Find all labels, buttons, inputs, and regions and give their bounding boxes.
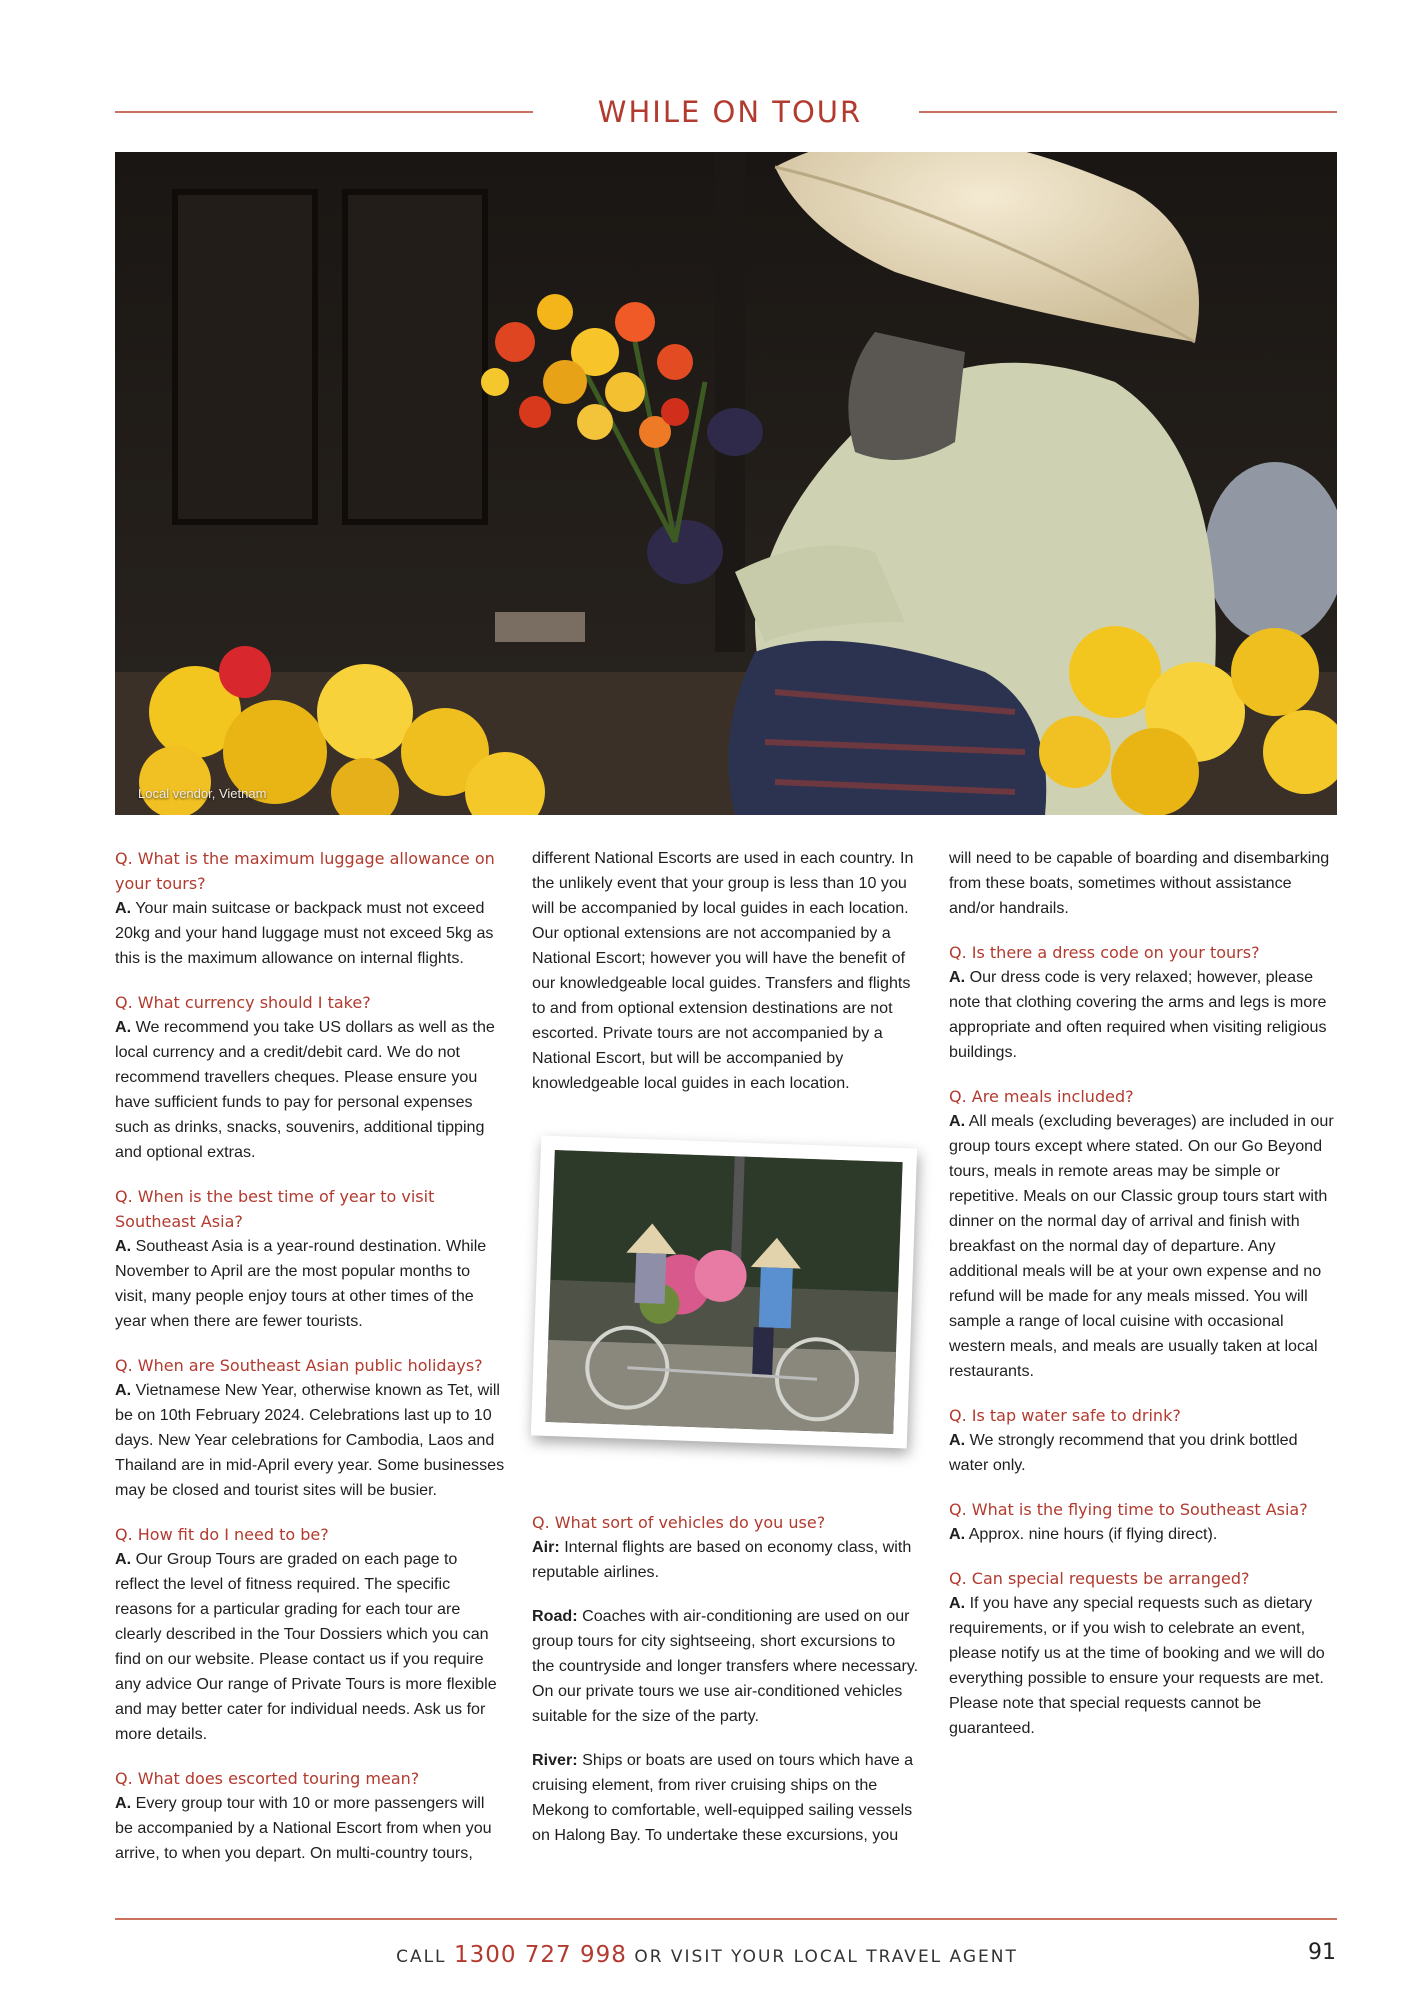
answer-best-time — [115, 1234, 505, 1334]
header-rule-left — [115, 111, 533, 113]
answer-text: Southeast Asia is a year-round destination. While November to April are the most popular months to visit, many people enjoy tours at other times of the year when there are fewer tourists. — [115, 1237, 487, 1330]
column-3 — [949, 846, 1339, 1760]
footer-rule — [115, 1918, 1337, 1920]
answer-fitness — [115, 1547, 505, 1747]
answer-prefix: A. — [949, 1525, 966, 1543]
footer-agent-text: OR VISIT YOUR LOCAL TRAVEL AGENT — [634, 1947, 1018, 1967]
page-number: 91 — [1308, 1940, 1336, 1965]
answer-special-requests — [949, 1591, 1339, 1741]
question-best-time: Q. When is the best time of year to visit Southeast Asia? — [115, 1187, 435, 1231]
answer-meals — [949, 1109, 1339, 1384]
answer-prefix: A. — [115, 899, 132, 917]
phone-number[interactable]: 1300 727 998 — [453, 1942, 627, 1968]
air-text: Internal flights are based on economy class, with reputable airlines. — [532, 1538, 912, 1581]
answer-text: Our dress code is very relaxed; however, please note that clothing covering the arms and legs is more appropriate and often required when visiting religious buildings. — [949, 968, 1327, 1061]
answer-text: We strongly recommend that you drink bottled water only. — [949, 1431, 1298, 1474]
cyclo-illustration — [545, 1150, 902, 1434]
road-text: Coaches with air-conditioning are used on our group tours for city sightseeing, short excursions to the countryside and longer transfers where necessary. On our private tours we use air-conditioned vehicles suitable for the size of the party. — [532, 1607, 919, 1725]
answer-text: Every group tour with 10 or more passengers will be accompanied by a National Escort from when you arrive, to when you depart. On multi-country tours, — [115, 1794, 492, 1862]
answer-tap-water — [949, 1428, 1339, 1478]
page-title: WHILE ON TOUR — [597, 95, 863, 129]
answer-prefix: A. — [115, 1237, 132, 1255]
answer-river — [532, 1748, 922, 1848]
question-vehicles: Q. What sort of vehicles do you use? — [532, 1513, 826, 1532]
answer-text: Our Group Tours are graded on each page to reflect the level of fitness required. The specific reasons for a particular grading for each tour are clearly described in the Tour Dossiers which you can find on our website. Please contact us if you require any advice Our range of Private Tours is more flexible and may better cater for individual needs. Ask us for more details. — [115, 1550, 497, 1743]
boats-continued: will need to be capable of boarding and disembarking from these boats, sometimes without assistance and/or handrails. — [949, 849, 1330, 917]
answer-prefix: A. — [949, 1112, 966, 1130]
column-2-lower — [532, 1510, 922, 1867]
column-2 — [532, 846, 922, 1115]
question-escorted: Q. What does escorted touring mean? — [115, 1769, 420, 1788]
vendor-illustration — [115, 152, 1337, 815]
question-dress-code: Q. Is there a dress code on your tours? — [949, 943, 1260, 962]
footer-contact — [0, 1942, 1414, 1968]
answer-text: Your main suitcase or backpack must not exceed 20kg and your hand luggage must not exceed 5kg as this is the maximum allowance on internal flights. — [115, 899, 494, 967]
answer-holidays — [115, 1378, 505, 1503]
answer-dress-code — [949, 965, 1339, 1065]
question-luggage: Q. What is the maximum luggage allowance on your tours? — [115, 849, 495, 893]
answer-prefix: A. — [949, 1594, 966, 1612]
header-rule-right — [919, 111, 1337, 113]
road-label: Road: — [532, 1607, 578, 1625]
question-flying-time: Q. What is the flying time to Southeast Asia? — [949, 1500, 1308, 1519]
question-meals: Q. Are meals included? — [949, 1087, 1134, 1106]
answer-air — [532, 1535, 922, 1585]
answer-prefix: A. — [115, 1550, 132, 1568]
answer-text: Vietnamese New Year, otherwise known as Tet, will be on 10th February 2024. Celebrations last up to 10 days. New Year celebrations for Cambodia, Laos and Thailand are in mid-April every year. Some businesses may be closed and tourist sites will be busier. — [115, 1381, 505, 1499]
question-tap-water: Q. Is tap water safe to drink? — [949, 1406, 1181, 1425]
footer-call: CALL — [396, 1947, 447, 1967]
answer-text: We recommend you take US dollars as well as the local currency and a credit/debit card. We do not recommend travellers cheques. Please ensure you have sufficient funds to pay for personal expenses such as drinks, snacks, souvenirs, additional tipping and optional extras. — [115, 1018, 495, 1161]
column-1 — [115, 846, 505, 1885]
answer-escorted — [115, 1791, 505, 1866]
question-holidays: Q. When are Southeast Asian public holidays? — [115, 1356, 483, 1375]
question-fitness: Q. How fit do I need to be? — [115, 1525, 329, 1544]
river-text: Ships or boats are used on tours which have a cruising element, from river cruising ships on the Mekong to comfortable, well-equipped sailing vessels on Halong Bay. To undertake these excursions, you — [532, 1751, 914, 1844]
cyclo-photo — [531, 1136, 917, 1449]
answer-prefix: A. — [115, 1018, 132, 1036]
answer-flying-time — [949, 1522, 1339, 1547]
answer-prefix: A. — [949, 968, 966, 986]
answer-prefix: A. — [115, 1794, 132, 1812]
answer-road — [532, 1604, 922, 1729]
question-special-requests: Q. Can special requests be arranged? — [949, 1569, 1250, 1588]
river-label: River: — [532, 1751, 578, 1769]
escort-continued: different National Escorts are used in each country. In the unlikely event that your group is less than 10 you will be accompanied by local guides in each location. Our optional extensions are not accompanied by a National Escort; however you will have the benefit of our knowledgeable local guides. Transfers and flights to and from optional extension destinations are not escorted. Private tours are not accompanied by a National Escort, but will be accompanied by knowledgeable local guides in each location. — [532, 849, 914, 1092]
answer-luggage — [115, 896, 505, 971]
answer-prefix: A. — [949, 1431, 966, 1449]
answer-text: If you have any special requests such as dietary requirements, or if you wish to celebrate an event, please notify us at the time of booking and we will do everything possible to ensure your requests are met. Please note that special requests cannot be guaranteed. — [949, 1594, 1325, 1737]
answer-prefix: A. — [115, 1381, 132, 1399]
hero-photo — [115, 152, 1337, 815]
photo-caption: Local vendor, Vietnam — [138, 786, 267, 801]
air-label: Air: — [532, 1538, 560, 1556]
answer-text: Approx. nine hours (if flying direct). — [968, 1525, 1218, 1543]
answer-text: All meals (excluding beverages) are included in our group tours except where stated. On our Go Beyond tours, meals in remote areas may be simple or repetitive. Meals on our Classic group tours start with dinner on the normal day of arrival and finish with breakfast on the normal day of departure. Any additional meals will be at your own expense and no refund will be made for any meals missed. You will sample a range of local cuisine with occasional western meals, and meals are usually taken at local restaurants. — [949, 1112, 1334, 1380]
answer-currency — [115, 1015, 505, 1165]
question-currency: Q. What currency should I take? — [115, 993, 371, 1012]
